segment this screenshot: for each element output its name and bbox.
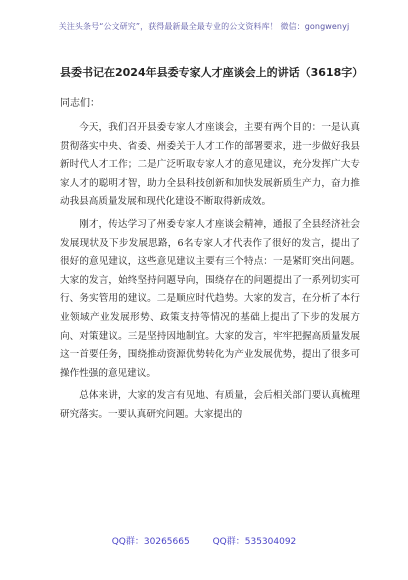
qq-group-1: QQ群：30265665 <box>111 537 190 547</box>
header-promo-note: 关注头条号“公文研究”，获得最新最全最专业的公文资料库！ 微信：gongwenyj <box>58 22 350 31</box>
document-body <box>60 119 360 429</box>
qq-group-2: QQ群：535304092 <box>212 537 297 547</box>
document-title: 县委书记在2024年县委专家人才座谈会上的讲话（3618字） <box>60 66 364 79</box>
body-paragraph: 总体来讲，大家的发言有见地、有质量，会后相关部门要认真梳理研究落实。一要认真研究问题。大家提出的 <box>60 390 360 420</box>
body-paragraph: 刚才，传达学习了州委专家人才座谈会精神，通报了全县经济社会发展现状及下步发展思路，6名专家人才代表作了很好的发言，提出了很好的意见建议，这些意见建议主要有三个特点：一是紧盯突出问题。大家的发言，始终坚持问题导向，围绕存在的问题提出了一系列切实可行、务实管用的建议。二是顺应时代趋势。大家的发言，在分析了本行业领域产业发展形势、政策支持等情况的基础上提出了下步的发展方向、对策建议。三是坚持因地制宜。大家的发言，牢牢把握高质量发展这一首要任务，围绕推动资源优势转化为产业发展优势，提出了很多可操作性强的意见建议。 <box>60 218 360 379</box>
footer-qq-groups <box>0 534 408 547</box>
greeting: 同志们： <box>60 98 100 109</box>
body-paragraph: 今天，我们召开县委专家人才座谈会，主要有两个目的：一是认真贯彻落实中央、省委、州委关于人才工作的部署要求，进一步做好我县新时代人才工作；二是广泛听取专家人才的意见建议，充分发挥广大专家人才的聪明才智，助力全县科技创新和加快发展新质生产力，奋力推动我县高质量发展和现代化建设不断取得新成效。 <box>60 122 360 208</box>
